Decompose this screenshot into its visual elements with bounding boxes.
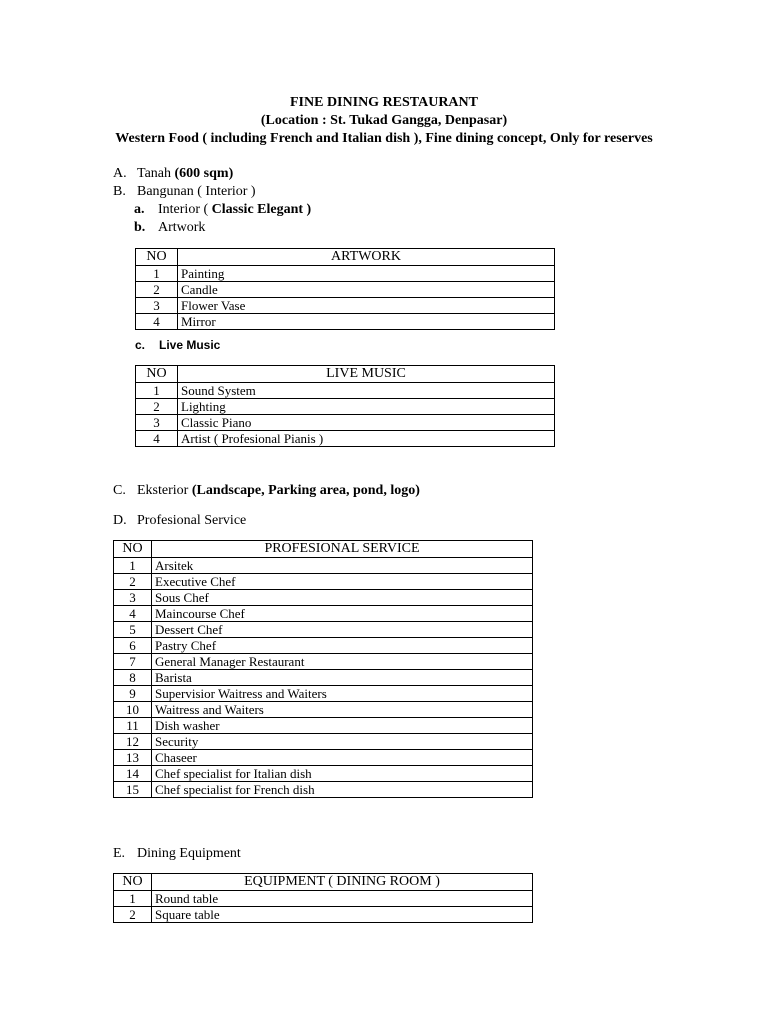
section-b-sub-c: c. Live Music bbox=[135, 338, 221, 352]
row-number-cell: 9 bbox=[114, 686, 152, 702]
item-cell: Dish washer bbox=[152, 718, 533, 734]
table-row bbox=[136, 415, 555, 431]
equipment-table bbox=[113, 873, 533, 923]
section-b-sub-b: b. Artwork bbox=[134, 220, 206, 235]
item-cell: Painting bbox=[178, 266, 555, 282]
column-header-item: EQUIPMENT ( DINING ROOM ) bbox=[152, 874, 533, 891]
table-row bbox=[114, 622, 533, 638]
item-cell: Waitress and Waiters bbox=[152, 702, 533, 718]
row-number-cell: 14 bbox=[114, 766, 152, 782]
item-cell: Candle bbox=[178, 282, 555, 298]
row-number-cell: 1 bbox=[136, 383, 178, 399]
item-cell: Security bbox=[152, 734, 533, 750]
column-header-no: NO bbox=[136, 366, 178, 383]
table-row bbox=[114, 670, 533, 686]
table-header-row bbox=[136, 366, 555, 383]
table-row bbox=[114, 702, 533, 718]
item-cell: Lighting bbox=[178, 399, 555, 415]
row-number-cell: 2 bbox=[136, 282, 178, 298]
item-cell: Chaseer bbox=[152, 750, 533, 766]
column-header-item: PROFESIONAL SERVICE bbox=[152, 541, 533, 558]
table-row bbox=[114, 654, 533, 670]
table-row bbox=[136, 266, 555, 282]
live-music-table bbox=[135, 365, 555, 447]
section-e: E. Dining Equipment bbox=[113, 846, 241, 861]
column-header-item: ARTWORK bbox=[178, 249, 555, 266]
item-cell: Flower Vase bbox=[178, 298, 555, 314]
doc-location: (Location : St. Tukad Gangga, Denpasar) bbox=[260, 113, 508, 128]
item-cell: General Manager Restaurant bbox=[152, 654, 533, 670]
table-row bbox=[114, 718, 533, 734]
item-cell: Executive Chef bbox=[152, 574, 533, 590]
item-cell: Mirror bbox=[178, 314, 555, 330]
service-table bbox=[113, 540, 533, 798]
item-cell: Square table bbox=[152, 907, 533, 923]
table-header-row bbox=[136, 249, 555, 266]
column-header-no: NO bbox=[114, 874, 152, 891]
item-cell: Pastry Chef bbox=[152, 638, 533, 654]
column-header-no: NO bbox=[136, 249, 178, 266]
row-number-cell: 6 bbox=[114, 638, 152, 654]
item-cell: Dessert Chef bbox=[152, 622, 533, 638]
table-row bbox=[114, 907, 533, 923]
table-row bbox=[114, 750, 533, 766]
section-b-sub-a: a. Interior ( Classic Elegant ) bbox=[134, 202, 312, 217]
item-cell: Barista bbox=[152, 670, 533, 686]
table-row bbox=[114, 606, 533, 622]
row-number-cell: 11 bbox=[114, 718, 152, 734]
table-row bbox=[114, 686, 533, 702]
row-number-cell: 7 bbox=[114, 654, 152, 670]
column-header-no: NO bbox=[114, 541, 152, 558]
row-number-cell: 2 bbox=[114, 574, 152, 590]
table-row bbox=[114, 891, 533, 907]
table-row bbox=[114, 638, 533, 654]
item-cell: Maincourse Chef bbox=[152, 606, 533, 622]
table-row bbox=[136, 314, 555, 330]
doc-title: FINE DINING RESTAURANT bbox=[290, 95, 478, 110]
item-cell: Arsitek bbox=[152, 558, 533, 574]
item-cell: Chef specialist for French dish bbox=[152, 782, 533, 798]
item-cell: Sous Chef bbox=[152, 590, 533, 606]
row-number-cell: 10 bbox=[114, 702, 152, 718]
item-cell: Sound System bbox=[178, 383, 555, 399]
item-cell: Artist ( Profesional Pianis ) bbox=[178, 431, 555, 447]
section-b: B. Bangunan ( Interior ) bbox=[113, 184, 256, 199]
row-number-cell: 1 bbox=[114, 891, 152, 907]
table-row bbox=[114, 734, 533, 750]
table-header-row bbox=[114, 541, 533, 558]
table-row bbox=[114, 782, 533, 798]
section-d: D. Profesional Service bbox=[113, 513, 247, 528]
section-c: C. Eksterior (Landscape, Parking area, pond, logo) bbox=[113, 483, 420, 498]
row-number-cell: 12 bbox=[114, 734, 152, 750]
item-cell: Chef specialist for Italian dish bbox=[152, 766, 533, 782]
doc-concept: Western Food ( including French and Italian dish ), Fine dining concept, Only for reserves bbox=[115, 131, 653, 146]
table-row bbox=[114, 558, 533, 574]
row-number-cell: 4 bbox=[114, 606, 152, 622]
row-number-cell: 8 bbox=[114, 670, 152, 686]
table-row bbox=[136, 431, 555, 447]
table-header-row bbox=[114, 874, 533, 891]
table-row bbox=[136, 399, 555, 415]
row-number-cell: 13 bbox=[114, 750, 152, 766]
table-row bbox=[114, 590, 533, 606]
table-row bbox=[114, 766, 533, 782]
row-number-cell: 3 bbox=[136, 298, 178, 314]
row-number-cell: 2 bbox=[114, 907, 152, 923]
row-number-cell: 3 bbox=[114, 590, 152, 606]
row-number-cell: 4 bbox=[136, 314, 178, 330]
row-number-cell: 5 bbox=[114, 622, 152, 638]
row-number-cell: 1 bbox=[114, 558, 152, 574]
row-number-cell: 15 bbox=[114, 782, 152, 798]
item-cell: Supervisior Waitress and Waiters bbox=[152, 686, 533, 702]
table-row bbox=[136, 383, 555, 399]
section-a: A. Tanah (600 sqm) bbox=[113, 166, 234, 181]
row-number-cell: 2 bbox=[136, 399, 178, 415]
item-cell: Classic Piano bbox=[178, 415, 555, 431]
row-number-cell: 4 bbox=[136, 431, 178, 447]
table-row bbox=[136, 298, 555, 314]
artwork-table bbox=[135, 248, 555, 330]
row-number-cell: 3 bbox=[136, 415, 178, 431]
table-row bbox=[136, 282, 555, 298]
item-cell: Round table bbox=[152, 891, 533, 907]
row-number-cell: 1 bbox=[136, 266, 178, 282]
table-row bbox=[114, 574, 533, 590]
column-header-item: LIVE MUSIC bbox=[178, 366, 555, 383]
